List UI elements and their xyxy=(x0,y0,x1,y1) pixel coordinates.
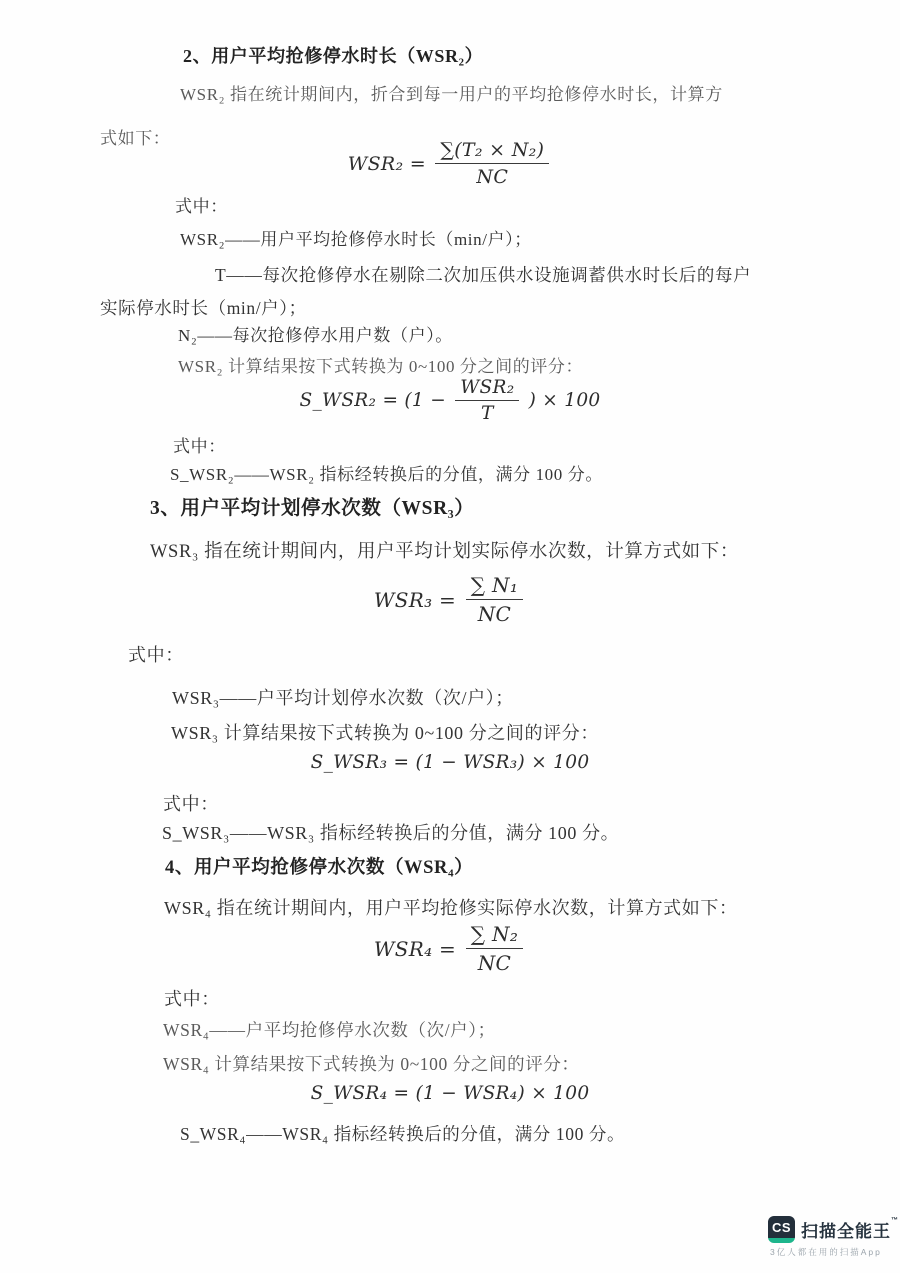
camscanner-brand-name xyxy=(801,1217,899,1242)
section-3-convert-note: WSR₃ 计算结果按下式转换为 0~100 分之间的评分： xyxy=(171,723,599,743)
camscanner-logo-icon xyxy=(768,1216,795,1243)
formula-wsr4-lhs: WSR₄ = xyxy=(373,936,457,961)
section-2-def-n2: N₂——每次抢修停水用户数（户）。 xyxy=(178,326,453,345)
section-3-where-label-2: 式中： xyxy=(163,794,219,814)
section-2-intro-line1: WSR₂ 指在统计期间内，折合到每一用户的平均抢修停水时长，计算方 xyxy=(180,85,723,104)
section-4-where-label-1: 式中： xyxy=(164,989,220,1009)
section-2-where-label-1: 式中： xyxy=(175,197,228,216)
formula-wsr2-fraction xyxy=(435,139,549,188)
formula-wsr4-score xyxy=(0,1082,900,1104)
formula-wsr3-numerator: ∑ N₁ xyxy=(466,573,523,600)
formula-wsr2-score-post: ) × 100 xyxy=(528,390,601,411)
formula-wsr4-score-expression: S_WSR₄ = (1 − WSR₄) × 100 xyxy=(310,1082,590,1104)
formula-wsr2-score-pre: S_WSR₂ = (1 − xyxy=(299,390,446,411)
section-2-score-def: S_WSR₂——WSR₂ 指标经转换后的分值，满分 100 分。 xyxy=(170,465,603,484)
formula-wsr2-denominator: NC xyxy=(476,166,509,188)
section-4-convert-note: WSR₄ 计算结果按下式转换为 0~100 分之间的评分： xyxy=(163,1054,580,1074)
formula-wsr3-definition xyxy=(0,573,900,626)
section-2-def-t-line2: 实际停水时长（min/户）； xyxy=(100,298,307,318)
formula-wsr2-score-numerator: WSR₂ xyxy=(455,377,519,401)
section-4-heading: 4、用户平均抢修停水次数（WSR₄） xyxy=(165,858,474,878)
camscanner-tagline: 3亿人都在用的扫描App xyxy=(770,1247,882,1257)
formula-wsr2-definition xyxy=(0,139,900,188)
section-2-def-wsr2: WSR₂——用户平均抢修停水时长（min/户）； xyxy=(180,230,532,249)
formula-wsr2-lhs: WSR₂ = xyxy=(347,152,426,175)
section-3-where-label-1: 式中： xyxy=(128,645,184,665)
section-3-heading: 3、用户平均计划停水次数（WSR₃） xyxy=(150,498,475,519)
camscanner-trademark-symbol: ™ xyxy=(891,1217,899,1224)
section-2-intro-line2: 式如下： xyxy=(100,129,171,148)
camscanner-watermark xyxy=(768,1216,899,1258)
formula-wsr2-score-denominator: T xyxy=(480,403,494,424)
formula-wsr3-score-expression: S_WSR₃ = (1 − WSR₃) × 100 xyxy=(310,751,590,773)
formula-wsr2-numerator: ∑(T₂ × N₂) xyxy=(435,139,549,164)
formula-wsr2-score-fraction xyxy=(455,377,519,424)
formula-wsr2-score xyxy=(0,377,900,424)
formula-wsr3-score xyxy=(0,751,900,773)
section-4-score-def: S_WSR₄——WSR₄ 指标经转换后的分值，满分 100 分。 xyxy=(180,1124,626,1144)
section-2-heading: 2、用户平均抢修停水时长（WSR₂） xyxy=(183,46,484,66)
formula-wsr4-numerator: ∑ N₂ xyxy=(466,922,523,949)
section-3-def-wsr3: WSR₃——户平均计划停水次数（次/户）； xyxy=(172,688,514,708)
formula-wsr3-lhs: WSR₃ = xyxy=(373,587,457,612)
camscanner-brand-text: 扫描全能王 xyxy=(801,1222,891,1241)
camscanner-logo-letters: CS xyxy=(768,1216,795,1238)
formula-wsr3-denominator: NC xyxy=(477,602,512,626)
section-2-def-t-line1: T——每次抢修停水在剔除二次加压供水设施调蓄供水时长后的每户 xyxy=(215,265,752,285)
section-4-def-wsr4: WSR₄——户平均抢修停水次数（次/户）； xyxy=(163,1020,496,1040)
section-2-where-label-2: 式中： xyxy=(173,437,226,456)
camscanner-logo-accent-bar xyxy=(768,1238,795,1243)
section-2-convert-note: WSR₂ 计算结果按下式转换为 0~100 分之间的评分： xyxy=(178,357,584,376)
camscanner-watermark-row xyxy=(768,1216,899,1243)
section-3-score-def: S_WSR₃——WSR₃ 指标经转换后的分值，满分 100 分。 xyxy=(162,823,620,843)
formula-wsr4-fraction xyxy=(466,922,523,975)
section-4-intro: WSR₄ 指在统计期间内，用户平均抢修实际停水次数，计算方式如下： xyxy=(164,898,738,918)
section-3-intro: WSR₃ 指在统计期间内，用户平均计划实际停水次数，计算方式如下： xyxy=(150,542,739,562)
formula-wsr4-denominator: NC xyxy=(477,951,512,975)
formula-wsr3-fraction xyxy=(466,573,523,626)
formula-wsr4-definition xyxy=(0,922,900,975)
